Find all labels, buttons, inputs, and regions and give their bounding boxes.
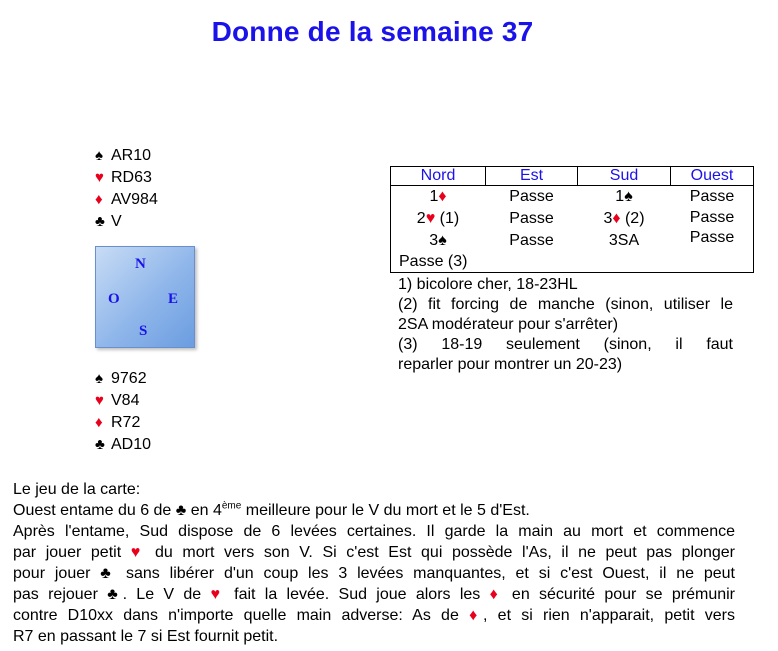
bid-cell: 3SA [608,232,640,249]
note-1: 1) bicolore cher, 18-23HL [398,276,578,293]
play-heading: Le jeu de la carte: [13,481,141,498]
bidding-header [391,167,753,186]
bid-cell: 3♠ [429,232,447,249]
south-hearts [95,390,151,412]
south-hand [95,368,151,456]
play-line-7: R7 en passant le 7 si Est fournit petit. [13,628,279,645]
note-3-line-1: (3) 18-19 seulement (sinon, il faut [398,336,733,353]
south-spades-cards: 9762 [111,370,147,387]
bid-cell: Passe [509,188,554,205]
bid-cell: 2♥ (1) [416,210,460,227]
compass-east: E [168,291,179,307]
play-line-1: Ouest entame du 6 de ♣ en 4ème meilleure pour le V du mort et le 5 d'Est. [13,500,530,519]
diamond-icon: ♦ [469,607,484,624]
diamond-icon: ♦ [95,191,103,208]
play-line-6: contre D10xx dans n'importe quelle main adverse: As de ♦, et si rien n'apparait, petit vers [13,607,735,624]
bid-cell: 1♦ [429,188,447,205]
bid-final-pass: Passe (3) [399,253,468,270]
header-ouest: Ouest [690,167,734,184]
south-spades [95,368,151,390]
play-line-4: pour jouer ♣ sans libérer d'un coup les 3 levées manquantes, et si c'est Ouest, il ne peut [13,565,735,582]
club-icon: ♣ [107,586,123,603]
north-clubs [95,211,158,233]
diamond-icon: ♦ [95,414,103,431]
club-icon: ♣ [100,565,117,582]
south-diamonds-cards: R72 [111,414,141,431]
north-hearts-cards: RD63 [111,169,152,186]
bid-cell: 3♦ (2) [603,210,645,227]
bid-cell: Passe [689,209,735,226]
header-nord: Nord [420,167,456,184]
compass-north: N [135,256,146,272]
bid-cell: Passe [689,229,735,246]
south-hearts-cards: V84 [111,392,140,409]
club-icon: ♣ [95,436,105,453]
heart-icon: ♥ [130,544,146,561]
heart-icon: ♥ [95,169,104,186]
bidding-table [390,166,754,273]
note-2-line-2: 2SA modérateur pour s'arrêter) [398,316,619,333]
diamond-icon: ♦ [489,586,503,603]
bid-cell: Passe [689,188,735,205]
bidding-notes [398,275,733,375]
north-diamonds [95,189,158,211]
north-hearts [95,167,158,189]
compass-west: O [108,291,120,307]
compass-south: S [139,323,148,339]
heart-icon: ♥ [210,586,225,603]
spade-icon: ♠ [95,370,103,387]
note-3-line-2: reparler pour montrer un 20-23) [398,356,623,373]
club-icon: ♣ [95,213,105,230]
bid-cell: 1♠ [615,188,633,205]
spade-icon: ♠ [95,147,103,164]
north-diamonds-cards: AV984 [111,191,158,208]
play-line-5: pas rejouer ♣. Le V de ♥ fait la levée. Sud joue alors les ♦ en sécurité pour se prémunir [13,586,736,603]
bid-cell: Passe [509,210,554,227]
header-est: Est [519,167,544,184]
south-clubs [95,434,151,456]
north-spades [95,145,158,167]
club-icon: ♣ [175,502,187,519]
south-clubs-cards: AD10 [111,436,152,453]
north-clubs-cards: V [111,213,122,230]
note-2-line-1: (2) fit forcing de manche (sinon, utiliser le [398,296,733,313]
compass-box [95,246,195,348]
play-line-2: Après l'entame, Sud dispose de 6 levées certaines. Il garde la main au mort et commence [13,523,735,540]
north-hand [95,145,158,233]
header-sud: Sud [609,167,639,184]
play-line-3: par jouer petit ♥ du mort vers son V. Si c'est Est qui possède l'As, il ne peut pas plonger [13,544,736,561]
play-commentary [13,479,735,647]
bid-cell: Passe [509,232,554,249]
heart-icon: ♥ [95,392,104,409]
page-title: Donne de la semaine 37 [211,16,534,47]
north-spades-cards: AR10 [111,147,152,164]
south-diamonds [95,412,151,434]
